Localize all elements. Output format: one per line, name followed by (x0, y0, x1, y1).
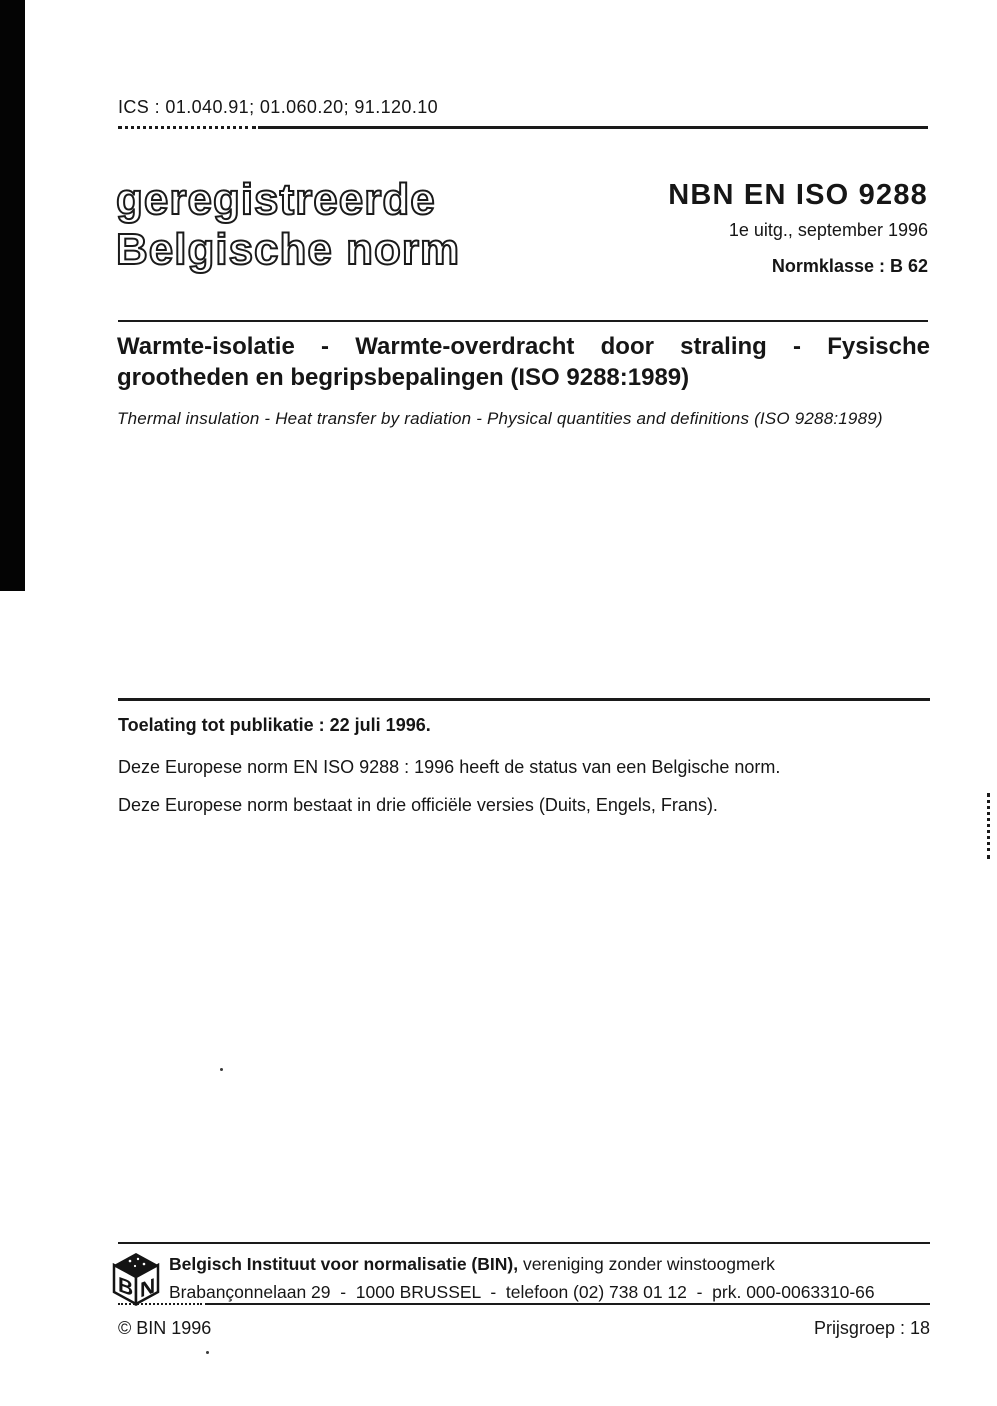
status-note: Deze Europese norm EN ISO 9288 : 1996 heeft de status van een Belgische norm. (118, 757, 781, 777)
header-rule-dotted (118, 126, 256, 129)
registered-norm-line1: geregistreerde (116, 175, 436, 224)
scan-speck (206, 1351, 209, 1354)
edition-date: 1e uitg., september 1996 (728, 220, 928, 240)
registered-norm-line2: Belgische norm (116, 225, 461, 274)
price-group: Prijsgroep : 18 (813, 1318, 930, 1338)
versions-note: Deze Europese norm bestaat in drie officiële versies (Duits, Engels, Frans). (118, 795, 718, 815)
bin-cube-logo-icon (110, 1251, 162, 1307)
scan-edge-artifact (0, 0, 25, 591)
institute-descriptor: vereniging zonder winstoogmerk (522, 1254, 775, 1274)
institute-address: Brabançonnelaan 29 - 1000 BRUSSEL - telefoon (02) 738 01 12 - prk. 000-0063310-66 (169, 1282, 875, 1302)
institute-name: Belgisch Instituut voor normalisatie (BIN), (169, 1254, 519, 1274)
footer-rule-top (118, 1242, 930, 1244)
title-dutch (117, 331, 930, 393)
logo-letter-n: N (140, 1272, 156, 1303)
copyright-notice: © BIN 1996 (118, 1318, 212, 1338)
publication-approval: Toelating tot publikatie : 22 juli 1996. (118, 715, 431, 735)
section-rule (118, 698, 930, 701)
header-rule (258, 126, 928, 129)
title-dutch-line1: Warmte-isolatie - Warmte-overdracht door straling - Fysische (117, 333, 930, 360)
registered-norm-label (112, 168, 512, 280)
logo-letter-b: B (118, 1271, 134, 1302)
footer-rule-bottom (205, 1303, 930, 1305)
scan-margin-line (987, 793, 990, 859)
footer-rule-bottom-dotted (118, 1303, 202, 1305)
ics-codes: ICS : 01.040.91; 01.060.20; 91.120.10 (118, 97, 439, 117)
norm-class: Normklasse : B 62 (771, 256, 928, 276)
title-rule (118, 320, 928, 322)
title-english: Thermal insulation - Heat transfer by radiation - Physical quantities and definitions (ISO 9288:1989) (117, 409, 883, 428)
standard-code: NBN EN ISO 9288 (668, 179, 928, 211)
title-dutch-line2: grootheden en begripsbepalingen (ISO 9288:1989) (117, 364, 690, 391)
scan-speck (220, 1068, 223, 1071)
institute-line (169, 1254, 775, 1275)
